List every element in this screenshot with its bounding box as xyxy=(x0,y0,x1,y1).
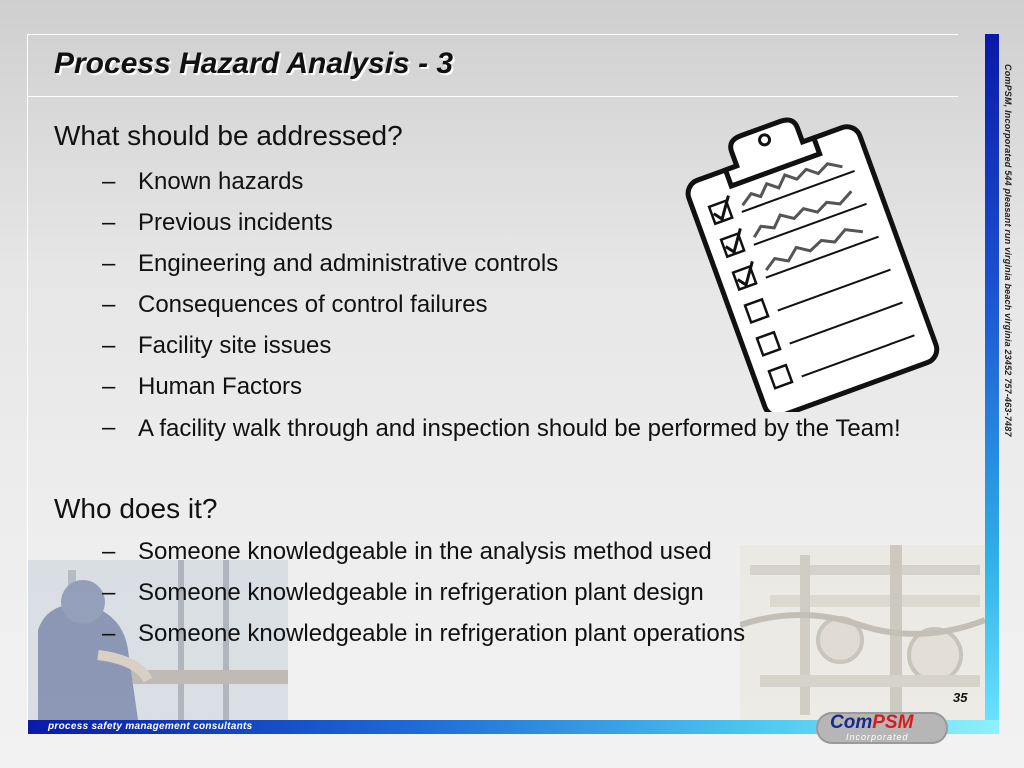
slide-title: Process Hazard Analysis - 3 xyxy=(54,47,454,80)
bullet-dash: – xyxy=(102,209,116,236)
title-divider xyxy=(28,96,958,97)
bullet-dash: – xyxy=(102,332,116,359)
machinery-photo xyxy=(740,545,985,720)
logo-psm: PSM xyxy=(872,712,914,733)
tagline: process safety management consultants xyxy=(48,721,253,732)
bullet-dash: – xyxy=(102,373,116,400)
section-heading-who: Who does it? xyxy=(54,493,218,524)
bullet-dash: – xyxy=(102,168,116,195)
company-address-text: ComPSM, Incorporated 544 pleasant run virginia beach virginia 23452 757-463-7487 xyxy=(1003,64,1013,437)
list-item-text: Someone knowledgeable in refrigeration plant design xyxy=(138,579,704,606)
list-item-text: Engineering and administrative controls xyxy=(138,250,559,277)
list-item-text: Known hazards xyxy=(138,168,304,195)
list-item-text: Facility site issues xyxy=(138,332,332,359)
list-item-text: Someone knowledgeable in refrigeration plant operations xyxy=(138,620,746,647)
bullet-dash: – xyxy=(102,579,116,606)
list-item-text: Someone knowledgeable in the analysis method used xyxy=(138,538,712,565)
list-item-text: A facility walk through and inspection should be performed by the Team! xyxy=(138,415,901,442)
frame-left-line xyxy=(27,34,28,734)
frame-top-line xyxy=(28,34,958,35)
section-heading-addressed: What should be addressed? xyxy=(54,120,403,151)
logo-com: Com xyxy=(830,712,873,733)
logo-wordmark xyxy=(830,712,913,734)
right-accent-bar xyxy=(985,34,999,734)
list-item-text: Previous incidents xyxy=(138,209,333,236)
page-number: 35 xyxy=(953,690,968,705)
bullet-dash: – xyxy=(102,291,116,318)
logo-subtitle: Incorporated xyxy=(846,732,909,742)
list-item-text: Consequences of control failures xyxy=(138,291,488,318)
bullet-dash: – xyxy=(102,250,116,277)
compsm-logo xyxy=(816,712,948,744)
bullet-dash: – xyxy=(102,538,116,565)
clipboard-checklist-icon xyxy=(678,112,940,412)
bullet-dash: – xyxy=(102,414,116,441)
bullet-dash: – xyxy=(102,620,116,647)
list-item-text: Human Factors xyxy=(138,373,303,400)
